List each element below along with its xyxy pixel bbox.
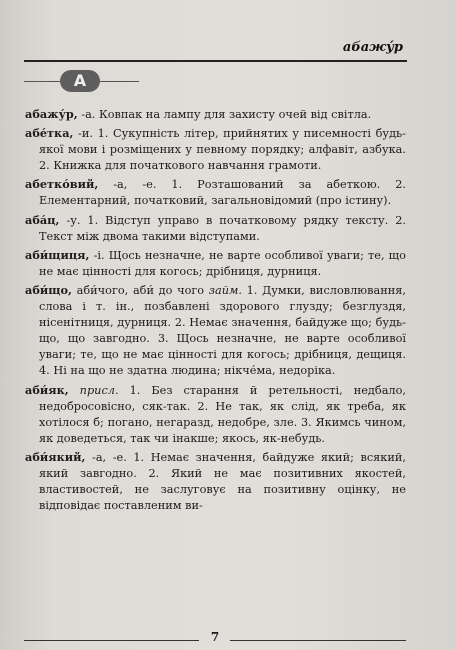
definition: аби́чого, аби́ до чого — [71, 283, 209, 297]
definition: -а. Ковпак на лампу для захисту очей від світла. — [77, 108, 372, 121]
grammar-label: займ. — [208, 283, 242, 297]
headword: аби́як, — [25, 382, 69, 397]
headword: аби́який, — [25, 449, 86, 464]
headword: абажу́р, — [25, 107, 78, 121]
definition: -а, -е. 1. Немає значення, байдуже який; всякий, який завгодно. 2. Який не має позитивних якостей, властивостей, не заслуговує на позитивну оцінку, не відповідає поставленим ви- — [39, 450, 406, 513]
definition: -и. 1. Сукупність літер, прийнятих у писемності будь-якої мови і розміщених у певному порядку; алфавіт, азбука. 2. Книжка для початкового навчання грамоти. — [39, 127, 406, 173]
headword: аби́щиця, — [25, 247, 90, 262]
dictionary-entry — [25, 176, 406, 209]
entry-list — [25, 106, 406, 516]
dictionary-entry — [25, 247, 406, 280]
headword: абе́тка, — [25, 126, 74, 141]
section-letter-badge: А — [60, 70, 100, 92]
headword: абетко́вий, — [25, 177, 99, 192]
dictionary-entry — [25, 449, 406, 514]
definition: -а, -е. 1. Розташований за абеткою. 2. Елементарний, початковий, загальновідомий (про істину). — [39, 178, 406, 208]
definition: 1. Без старання й ретельності, недбало, недобросовісно, сяк-так. 2. Не так, як слід, як треба, як хотілося б; погано, негаразд, недобре, зле. 3. Якимсь чином, як доведеться, так чи інакше; якось, як-небудь. — [39, 383, 406, 445]
dictionary-entry — [25, 106, 406, 123]
footer-rule-left — [24, 640, 199, 641]
grammar-label: присл. — [79, 383, 119, 397]
headword: аба́ц, — [25, 212, 60, 227]
definition: -і. Щось незначне, не варте особливої уваги; те, що не має цінності для когось; дрібниця, дурниця. — [39, 248, 406, 278]
definition — [69, 384, 80, 397]
headword: аби́що, — [25, 282, 72, 297]
definition: 1. Думки, висловлювання, слова і т. ін., позбавлені здорового глузду; безглуздя, нісенітниця, дурниця. 2. Немає значення, байдуже що; будь-що, що завгодно. 3. Щось незначне, не варте особливої уваги; те, що не має цінності для когось; дрібниця, дещиця. 4. Ні на що не здатна людина; нікче́ма, недоріка. — [39, 283, 406, 378]
dictionary-entry — [25, 212, 406, 245]
footer-rule-right — [230, 640, 406, 641]
definition: -у. 1. Відступ управо в початковому рядку тексту. 2. Текст між двома такими відступами. — [39, 213, 406, 243]
dictionary-entry — [25, 125, 406, 174]
page-number: 7 — [210, 630, 220, 644]
dictionary-entry — [25, 282, 406, 380]
running-head: абажу́р — [342, 40, 403, 55]
header-rule — [24, 60, 407, 62]
dictionary-entry — [25, 382, 406, 447]
